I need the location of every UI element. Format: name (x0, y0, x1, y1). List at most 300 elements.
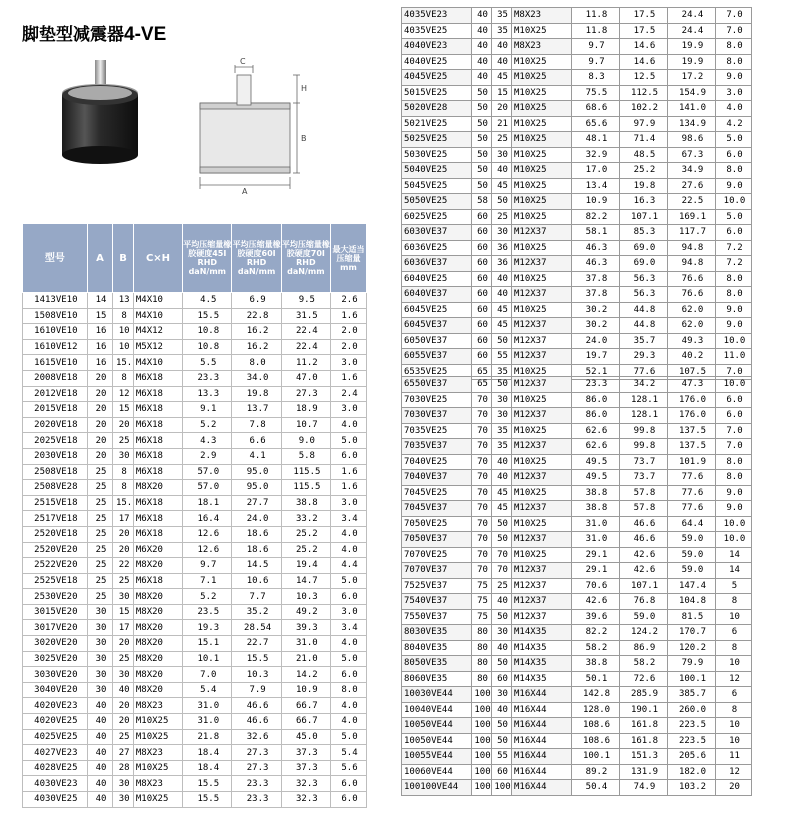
table-cell: 6025VE25 (402, 209, 472, 225)
table-cell: 20 (113, 417, 134, 433)
table-cell: 60 (472, 240, 492, 256)
table-cell: 6036VE25 (402, 240, 472, 256)
table-cell: M16X44 (512, 780, 572, 796)
table-row (23, 433, 367, 449)
table-cell: 6.0 (331, 589, 367, 605)
table-cell: M6X18 (133, 526, 182, 542)
table-cell: 7.0 (716, 8, 752, 24)
table-cell: 72.6 (620, 671, 668, 687)
table-cell: M8X20 (133, 604, 182, 620)
table-cell: 8.0 (232, 355, 281, 371)
table-cell: 2517VE18 (23, 511, 88, 527)
table-cell: M8X20 (133, 558, 182, 574)
table-cell: 6.0 (716, 225, 752, 241)
table-cell: M16X44 (512, 764, 572, 780)
table-cell: 176.0 (668, 392, 716, 408)
table-row (23, 402, 367, 418)
table-cell: 8040VE35 (402, 640, 472, 656)
table-cell: 5.4 (331, 745, 367, 761)
table-cell: 95.0 (232, 480, 281, 496)
table-cell: 25 (87, 589, 113, 605)
table-cell: 86.9 (620, 640, 668, 656)
label-b: B (301, 134, 307, 143)
table-cell: 21.0 (281, 651, 330, 667)
table-cell: 67.3 (668, 147, 716, 163)
table-cell: 223.5 (668, 718, 716, 734)
table-cell: 7.1 (183, 573, 232, 589)
table-cell: 25.2 (620, 163, 668, 179)
table-cell: 19.8 (232, 386, 281, 402)
table-cell: 142.8 (572, 687, 620, 703)
table-cell: 30 (87, 620, 113, 636)
table-cell: 25 (87, 495, 113, 511)
table-cell: 115.5 (281, 464, 330, 480)
table-cell: M10X25 (512, 178, 572, 194)
table-cell: 98.6 (668, 132, 716, 148)
table-cell: 60 (492, 671, 512, 687)
table-cell: 5020VE28 (402, 101, 472, 117)
table-cell: 17 (113, 511, 134, 527)
table-row (402, 764, 752, 780)
table-cell: 1610VE10 (23, 324, 88, 340)
table-cell: 34.9 (668, 163, 716, 179)
table-cell: 19.9 (668, 54, 716, 70)
table-cell: 15 (113, 402, 134, 418)
table-cell: 6.0 (331, 776, 367, 792)
table-cell: 2520VE18 (23, 526, 88, 542)
table-row (23, 370, 367, 386)
table-row (402, 718, 752, 734)
table-cell: 14 (716, 547, 752, 563)
table-cell: 19.9 (668, 39, 716, 55)
table-cell: 124.2 (620, 625, 668, 641)
table-cell: 76.8 (620, 594, 668, 610)
table-row (23, 729, 367, 745)
table-cell: 97.9 (620, 116, 668, 132)
table-cell: 30 (87, 636, 113, 652)
table-cell: 70 (472, 392, 492, 408)
table-cell: 62.6 (572, 439, 620, 455)
table-cell: 1413VE10 (23, 293, 88, 309)
table-row (402, 733, 752, 749)
table-cell: 20 (87, 417, 113, 433)
table-cell: 9.7 (572, 39, 620, 55)
table-cell: M6X18 (133, 386, 182, 402)
table-cell: 18.6 (232, 526, 281, 542)
table-cell: 2508VE18 (23, 464, 88, 480)
table-cell: 4035VE23 (402, 8, 472, 24)
table-cell: 40 (492, 470, 512, 486)
table-cell: 8 (716, 640, 752, 656)
table-cell: 2008VE18 (23, 370, 88, 386)
table-cell: 28.54 (232, 620, 281, 636)
table-cell: 8050VE35 (402, 656, 472, 672)
table-cell: 10060VE44 (402, 764, 472, 780)
table-row (402, 349, 752, 365)
table-cell: M12X37 (512, 287, 572, 303)
table-row (402, 749, 752, 765)
table-cell: 101.9 (668, 454, 716, 470)
table-cell: 10.7 (281, 417, 330, 433)
table-cell: 89.2 (572, 764, 620, 780)
table-cell: 16 (87, 324, 113, 340)
table-cell: 38.8 (281, 495, 330, 511)
table-cell: 4.0 (716, 101, 752, 117)
table-cell: 24.4 (668, 23, 716, 39)
table-cell: 8060VE35 (402, 671, 472, 687)
table-cell: 25 (87, 511, 113, 527)
table-cell: 49.2 (281, 604, 330, 620)
table-cell: M10X25 (512, 271, 572, 287)
table-cell: 6.0 (331, 448, 367, 464)
table-row (23, 464, 367, 480)
table-row (402, 132, 752, 148)
table-cell: 13.4 (572, 178, 620, 194)
table-cell: 70 (472, 547, 492, 563)
table-cell: 20 (492, 101, 512, 117)
column-header: C×H (133, 224, 182, 293)
table-cell: 36 (492, 240, 512, 256)
table-cell: 40 (87, 698, 113, 714)
page-title (22, 20, 166, 46)
table-cell: 76.6 (668, 271, 716, 287)
table-cell: 7525VE37 (402, 578, 472, 594)
table-cell: 9.0 (716, 501, 752, 517)
table-cell: 5.6 (331, 760, 367, 776)
table-cell: 170.7 (668, 625, 716, 641)
table-cell: 100 (472, 733, 492, 749)
table-cell: 17 (113, 620, 134, 636)
table-cell: 22.5 (668, 194, 716, 210)
table-cell: 70 (472, 439, 492, 455)
table-row (402, 318, 752, 334)
table-cell: 39.6 (572, 609, 620, 625)
table-cell: M12X37 (512, 333, 572, 349)
table-row (402, 333, 752, 349)
table-cell: 4045VE25 (402, 70, 472, 86)
table-cell: 40 (113, 682, 134, 698)
table-row (23, 760, 367, 776)
table-row (402, 640, 752, 656)
table-cell: 32.3 (281, 792, 330, 808)
table-cell: 21.8 (183, 729, 232, 745)
table-cell: 115.5 (281, 480, 330, 496)
title-cn: 脚垫型减震器 (22, 25, 124, 45)
table-cell: 20 (87, 370, 113, 386)
table-cell: 60 (472, 302, 492, 318)
table-row (402, 225, 752, 241)
table-cell: 137.5 (668, 423, 716, 439)
table-cell: 5.0 (331, 433, 367, 449)
table-cell: 22.4 (281, 339, 330, 355)
table-cell: 6535VE25 (402, 364, 472, 380)
table-cell: 151.3 (620, 749, 668, 765)
table-cell: 190.1 (620, 702, 668, 718)
table-cell: 23.3 (232, 776, 281, 792)
table-cell: M12X37 (512, 349, 572, 365)
table-cell: M5X12 (133, 339, 182, 355)
table-cell: 3020VE20 (23, 636, 88, 652)
table-cell: 33.2 (281, 511, 330, 527)
table-cell: 112.5 (620, 85, 668, 101)
label-h: H (301, 84, 308, 93)
table-cell: 9.0 (716, 302, 752, 318)
table-row (23, 526, 367, 542)
table-row (402, 423, 752, 439)
table-cell: M10X25 (512, 547, 572, 563)
table-cell: 4030VE23 (23, 776, 88, 792)
table-cell: 25 (87, 542, 113, 558)
table-cell: 13.7 (232, 402, 281, 418)
table-cell: 70 (492, 547, 512, 563)
column-header: 平均压缩量橡胶硬度45I RHD daN/mm (183, 224, 232, 293)
table-cell: 3.0 (331, 402, 367, 418)
table-cell: 40 (492, 702, 512, 718)
table-cell: 2530VE20 (23, 589, 88, 605)
table-cell: 1.6 (331, 308, 367, 324)
table-cell: 86.0 (572, 408, 620, 424)
table-cell: 42.6 (572, 594, 620, 610)
table-cell: 12.6 (183, 526, 232, 542)
table-cell: 35 (492, 423, 512, 439)
table-cell: 10030VE44 (402, 687, 472, 703)
table-cell: 30 (87, 682, 113, 698)
table-cell: 77.6 (668, 485, 716, 501)
table-row (402, 625, 752, 641)
table-cell: M14X35 (512, 671, 572, 687)
table-cell: 10.3 (232, 667, 281, 683)
table-cell: 10 (113, 324, 134, 340)
table-cell: 15. (113, 355, 134, 371)
table-cell: 30 (492, 392, 512, 408)
table-cell: 10.9 (281, 682, 330, 698)
table-cell: 107.5 (668, 364, 716, 380)
table-cell: M12X37 (512, 532, 572, 548)
table-cell: 8 (716, 594, 752, 610)
table-cell: 8.0 (716, 271, 752, 287)
table-cell: 27.3 (232, 760, 281, 776)
table-cell: M8X20 (133, 651, 182, 667)
table-row (402, 780, 752, 796)
table-cell: 59.0 (620, 609, 668, 625)
table-cell: 30 (113, 667, 134, 683)
table-cell: 120.2 (668, 640, 716, 656)
table-cell: 10.0 (716, 532, 752, 548)
table-cell: 7050VE25 (402, 516, 472, 532)
table-cell: M6X18 (133, 573, 182, 589)
table-cell: 128.1 (620, 408, 668, 424)
table-cell: M6X18 (133, 495, 182, 511)
table-cell: 7550VE37 (402, 609, 472, 625)
table-cell: 7.0 (716, 439, 752, 455)
table-cell: 2.4 (331, 386, 367, 402)
table-cell: 32.6 (232, 729, 281, 745)
table-cell: 12 (113, 386, 134, 402)
table-cell: 2020VE18 (23, 417, 88, 433)
table-row (23, 745, 367, 761)
table-cell: M10X25 (512, 454, 572, 470)
table-cell: 40 (492, 287, 512, 303)
table-cell: 10050VE44 (402, 733, 472, 749)
table-cell: M8X23 (133, 698, 182, 714)
table-cell: M10X25 (512, 23, 572, 39)
table-cell: 6045VE25 (402, 302, 472, 318)
table-cell: 80 (472, 671, 492, 687)
table-cell: 57.8 (620, 501, 668, 517)
table-cell: 59.0 (668, 532, 716, 548)
table-cell: 77.6 (668, 501, 716, 517)
table-cell: 50 (492, 532, 512, 548)
table-cell: 55 (492, 349, 512, 365)
table-cell: 131.9 (620, 764, 668, 780)
table-cell: 1.6 (331, 480, 367, 496)
table-row (402, 532, 752, 548)
table-cell: 10.0 (716, 333, 752, 349)
table-cell: 6 (716, 687, 752, 703)
table-cell: 100 (472, 764, 492, 780)
table-cell: 65.6 (572, 116, 620, 132)
table-cell: 3.4 (331, 620, 367, 636)
table-cell: 3030VE20 (23, 667, 88, 683)
table-cell: 45 (492, 485, 512, 501)
table-row (23, 776, 367, 792)
table-cell: 20 (113, 526, 134, 542)
table-cell: 25 (492, 132, 512, 148)
table-cell: 13.3 (183, 386, 232, 402)
label-a: A (242, 187, 248, 195)
table-cell: 5021VE25 (402, 116, 472, 132)
table-cell: 25 (113, 573, 134, 589)
table-cell: 7045VE37 (402, 501, 472, 517)
table-cell: 27.6 (668, 178, 716, 194)
table-cell: 1508VE10 (23, 308, 88, 324)
table-cell: 285.9 (620, 687, 668, 703)
table-cell: 73.7 (620, 454, 668, 470)
table-cell: 50 (472, 178, 492, 194)
table-cell: 2.0 (331, 324, 367, 340)
table-cell: 19.7 (572, 349, 620, 365)
table-row (402, 516, 752, 532)
table-cell: 10.8 (183, 324, 232, 340)
table-cell: 24.4 (668, 8, 716, 24)
table-cell: 3.0 (716, 85, 752, 101)
table-cell: 20 (716, 780, 752, 796)
column-header: 平均压缩量橡胶硬度70I RHD daN/mm (281, 224, 330, 293)
table-cell: 40 (87, 760, 113, 776)
table-cell: 22.8 (232, 308, 281, 324)
table-cell: 11.8 (572, 8, 620, 24)
table-cell: 10055VE44 (402, 749, 472, 765)
table-cell: 6040VE37 (402, 287, 472, 303)
table-cell: M10X25 (512, 302, 572, 318)
table-cell: 7035VE37 (402, 439, 472, 455)
table-cell: M10X25 (512, 70, 572, 86)
table-cell: 3.0 (331, 604, 367, 620)
table-cell: M6X18 (133, 370, 182, 386)
table-cell: M10X25 (512, 163, 572, 179)
table-cell: 154.9 (668, 85, 716, 101)
table-row (402, 609, 752, 625)
table-cell: 5030VE25 (402, 147, 472, 163)
table-cell: 100 (472, 718, 492, 734)
table-cell: 77.6 (668, 470, 716, 486)
table-cell: 37.8 (572, 271, 620, 287)
table-cell: 9.0 (716, 178, 752, 194)
table-cell: 5040VE25 (402, 163, 472, 179)
table-cell: 23.3 (183, 370, 232, 386)
table-cell: 141.0 (668, 101, 716, 117)
table-cell: 19.4 (281, 558, 330, 574)
table-cell: 6.0 (331, 792, 367, 808)
table-cell: 3040VE20 (23, 682, 88, 698)
table-cell: 2015VE18 (23, 402, 88, 418)
table-cell: 50 (472, 101, 492, 117)
table-cell: 20 (87, 448, 113, 464)
table-row (402, 39, 752, 55)
table-row (23, 511, 367, 527)
table-row (23, 324, 367, 340)
table-cell: 8.0 (716, 454, 752, 470)
table-cell: 50 (472, 163, 492, 179)
table-cell: 20 (87, 433, 113, 449)
table-row (402, 547, 752, 563)
table-cell: 205.6 (668, 749, 716, 765)
table-cell: 45 (492, 501, 512, 517)
table-cell: M10X25 (512, 392, 572, 408)
column-header: 型号 (23, 224, 88, 293)
table-row (402, 163, 752, 179)
table-cell: 20 (113, 714, 134, 730)
table-cell: 17.5 (620, 8, 668, 24)
table-row (402, 501, 752, 517)
table-cell: M10X25 (512, 209, 572, 225)
table-cell: 11.0 (716, 349, 752, 365)
table-cell: 23.3 (572, 377, 620, 393)
table-cell: 37.8 (572, 287, 620, 303)
table-cell: 108.6 (572, 718, 620, 734)
table-cell: 5.0 (331, 573, 367, 589)
table-cell: 62.6 (572, 423, 620, 439)
table-cell: 48.5 (620, 147, 668, 163)
table-row (402, 85, 752, 101)
table-cell: 16 (87, 339, 113, 355)
table-cell: 35 (492, 23, 512, 39)
table-cell: 5.0 (331, 651, 367, 667)
table-cell: M12X37 (512, 609, 572, 625)
table-cell: 27.3 (281, 386, 330, 402)
table-cell: 30.2 (572, 302, 620, 318)
table-cell: 5045VE25 (402, 178, 472, 194)
table-cell: 18.4 (183, 745, 232, 761)
table-row (402, 23, 752, 39)
table-cell: 9.0 (281, 433, 330, 449)
table-cell: 73.7 (620, 470, 668, 486)
table-cell: 74.9 (620, 780, 668, 796)
table-cell: 60 (472, 318, 492, 334)
table-cell: 30 (492, 625, 512, 641)
table-row (402, 702, 752, 718)
table-cell: 107.1 (620, 578, 668, 594)
table-cell: 20 (113, 636, 134, 652)
table-cell: 50 (472, 85, 492, 101)
table-cell: 3.0 (331, 355, 367, 371)
table-row (402, 70, 752, 86)
table-cell: 14.6 (620, 54, 668, 70)
table-cell: 29.3 (620, 349, 668, 365)
table-cell: 80 (472, 640, 492, 656)
table-cell: 47.3 (668, 377, 716, 393)
table-row (23, 651, 367, 667)
